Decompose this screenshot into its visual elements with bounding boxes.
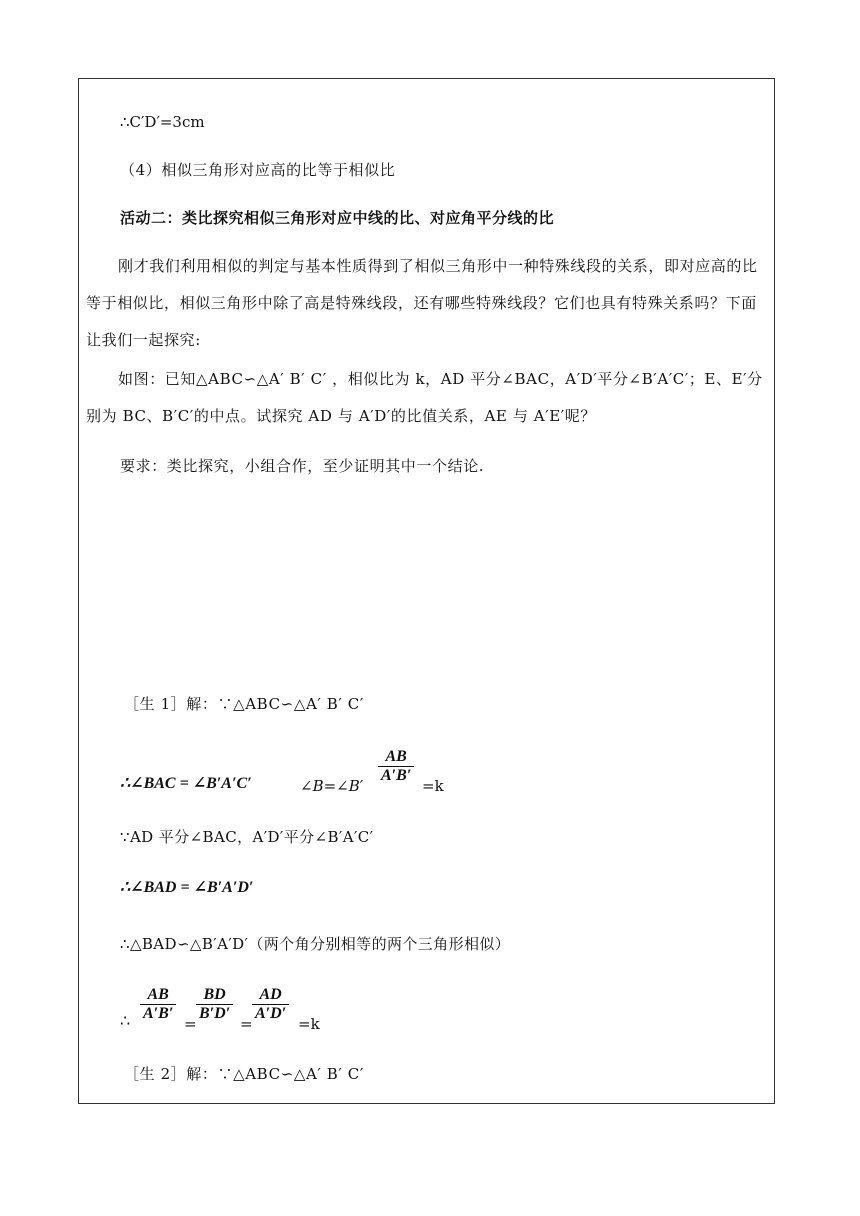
angle-b-equation: ∠B=∠B′ bbox=[300, 777, 364, 795]
equals-sign-2: = bbox=[240, 1015, 253, 1033]
fraction-bd bbox=[196, 986, 233, 1023]
therefore-symbol: ∴ bbox=[120, 1013, 131, 1030]
fraction-denominator: B′D′ bbox=[199, 1005, 231, 1022]
paragraph-intro: 刚才我们利用相似的判定与基本性质得到了相似三角形中一种特殊线段的关系，即对应高的比等于相似比，相似三角形中除了高是特殊线段，还有哪些特殊线段？它们也具有特殊关系吗？下面让我们一起探究: bbox=[86, 257, 758, 349]
bisector-statement: ∵AD 平分∠BAC，A′D′平分∠B′A′C′ bbox=[120, 828, 374, 846]
ratio-equals-k-final: =k bbox=[298, 1015, 320, 1033]
fraction-ad bbox=[252, 986, 289, 1023]
fraction-denominator: A′D′ bbox=[255, 1005, 287, 1022]
fraction-numerator: AB bbox=[378, 748, 414, 767]
fraction-numerator: AD bbox=[252, 986, 289, 1005]
fraction-denominator: A′B′ bbox=[381, 767, 412, 784]
paragraph-problem: 如图：已知△ABC∽△A′ B′ C′ ，相似比为 k，AD 平分∠BAC，A′D′平分∠B′A′C′；E、E′分别为 BC、B′C′的中点。试探究 AD 与 A′D′的比值关系，AE 与 A′E′呢？ bbox=[86, 370, 763, 425]
angle-bac-equation: ∴∠BAC = ∠B′A′C′ bbox=[120, 775, 252, 792]
student-two-line: ［生 2］解：∵△ABC∽△A′ B′ C′ bbox=[124, 1065, 364, 1083]
fraction-ab bbox=[140, 986, 176, 1023]
line-height-ratio: （4）相似三角形对应高的比等于相似比 bbox=[120, 161, 396, 179]
student-one-line: ［生 1］解：∵△ABC∽△A′ B′ C′ bbox=[124, 695, 364, 713]
ratio-ab-fraction bbox=[378, 748, 414, 785]
line-cd-result: ∴C′D′=3cm bbox=[120, 113, 205, 131]
fraction-denominator: A′B′ bbox=[143, 1005, 174, 1022]
angle-bad-equation: ∴∠BAD = ∠B′A′D′ bbox=[120, 879, 254, 896]
equals-sign-1: = bbox=[184, 1015, 197, 1033]
fraction-numerator: BD bbox=[196, 986, 233, 1005]
similar-triangles-statement: ∴△BAD∽△B′A′D′（两个角分别相等的两个三角形相似） bbox=[120, 935, 511, 953]
activity-two-heading: 活动二：类比探究相似三角形对应中线的比、对应角平分线的比 bbox=[120, 209, 555, 227]
requirement-line: 要求：类比探究，小组合作，至少证明其中一个结论. bbox=[120, 457, 485, 475]
ratio-equals-k: =k bbox=[422, 777, 444, 795]
fraction-numerator: AB bbox=[140, 986, 176, 1005]
